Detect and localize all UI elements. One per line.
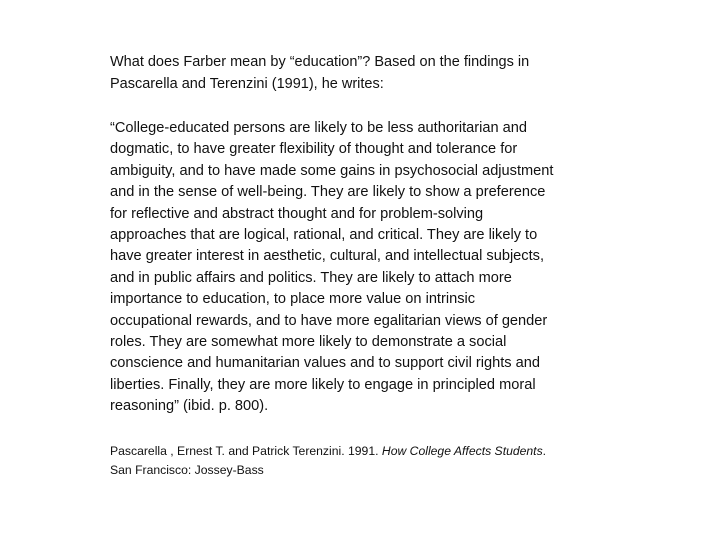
quote-line: reasoning” (ibid. p. 800).	[110, 398, 269, 415]
quote-line: dogmatic, to have greater flexibility of thought and tolerance for	[110, 141, 518, 158]
quote-line: roles. They are somewhat more likely to demonstrate a social	[110, 334, 507, 351]
citation-book-title: How College Affects Students	[381, 444, 543, 458]
quote-line: and in public affairs and politics. They are likely to attach more	[110, 269, 512, 286]
quote-line: “College-educated persons are likely to be less authoritarian and	[110, 120, 527, 136]
intro-line: Pascarella and Terenzini (1991), he writes:	[110, 75, 384, 92]
quote-line: importance to education, to place more value on intrinsic	[110, 291, 476, 308]
citation-authors: Pascarella , Ernest T. and Patrick Terenzini. 1991.	[110, 444, 382, 458]
intro-paragraph	[110, 52, 630, 95]
citation-publisher: San Francisco: Jossey-Bass	[110, 463, 264, 477]
reference-citation	[110, 442, 650, 480]
quote-line: approaches that are logical, rational, and critical. They are likely to	[110, 227, 538, 244]
quotation-paragraph	[110, 118, 630, 418]
quote-line: ambiguity, and to have made some gains in psychosocial adjustment	[110, 162, 554, 179]
citation-line-1	[110, 442, 650, 461]
quote-line: and in the sense of well-being. They are likely to show a preference	[110, 184, 546, 201]
quote-line: for reflective and abstract thought and for problem-solving	[110, 205, 484, 222]
quote-line: have greater interest in aesthetic, cultural, and intellectual subjects,	[110, 248, 545, 265]
quote-line: occupational rewards, and to have more egalitarian views of gender	[110, 312, 548, 329]
quote-line: liberties. Finally, they are more likely to engage in principled moral	[110, 376, 536, 393]
quote-line: conscience and humanitarian values and to support civil rights and	[110, 355, 540, 372]
intro-line: What does Farber mean by “education”? Based on the findings in	[110, 54, 530, 70]
citation-period: .	[542, 444, 547, 458]
